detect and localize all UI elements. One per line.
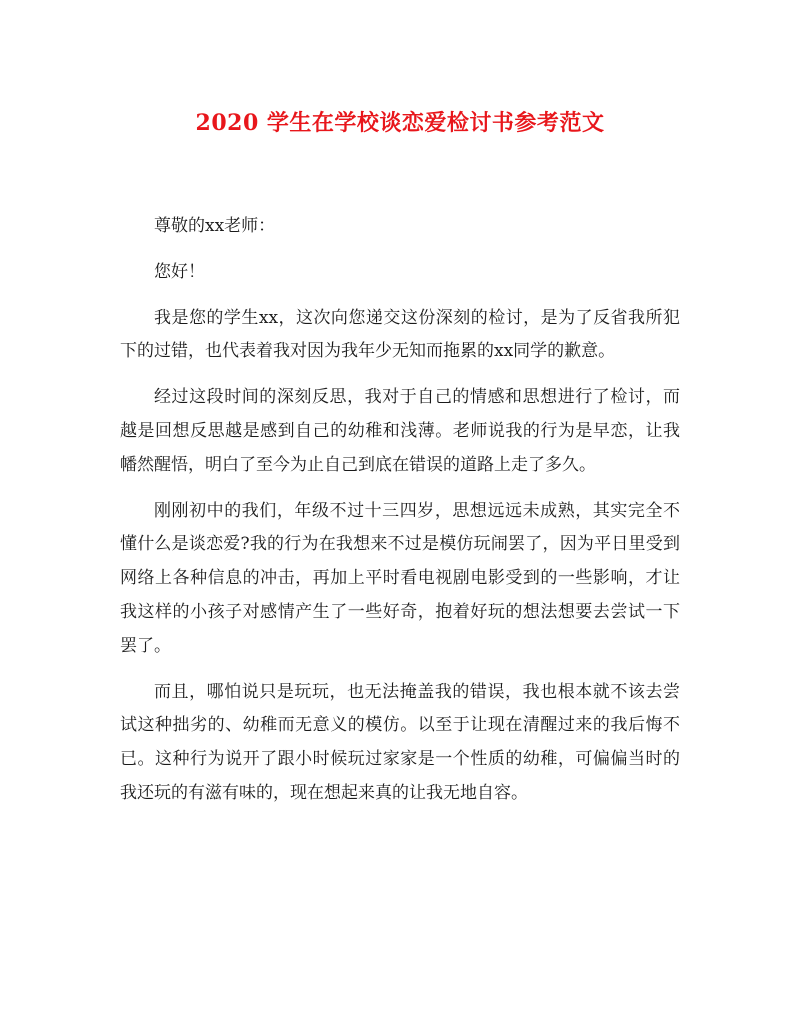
document-body [120,210,680,823]
document-title: 2020 学生在学校谈恋爱检讨书参考范文 [195,110,605,136]
greeting: 您好！ [154,261,205,282]
salutation: 尊敬的xx老师： [154,216,276,236]
paragraph: 我是您的学生xx，这次向您递交这份深刻的检讨，是为了反省我所犯下的过错，也代表着我对因为我年少无知而拖累的xx同学的歉意。 [120,307,680,362]
paragraph: 而且，哪怕说只是玩玩，也无法掩盖我的错误，我也根本就不该去尝试这种拙劣的、幼稚而无意义的模仿。以至于让现在清醒过来的我后悔不已。这种行为说开了跟小时候玩过家家是一个性质的幼稚，可偏偏当时的我还玩的有滋有味的，现在想起来真的让我无地自容。 [120,681,680,803]
paragraph: 经过这段时间的深刻反思，我对于自己的情感和思想进行了检讨，而越是回想反思越是感到自己的幼稚和浅薄。老师说我的行为是早恋，让我幡然醒悟，明白了至今为止自己到底在错误的道路上走了多久。 [120,387,680,475]
paragraph: 刚刚初中的我们，年级不过十三四岁，思想远远未成熟，其实完全不懂什么是谈恋爱?我的行为在我想来不过是模仿玩闹罢了，因为平日里受到网络上各种信息的冲击，再加上平时看电视剧电影受到的一些影响，才让我这样的小孩子对感情产生了一些好奇，抱着好玩的想法想要去尝试一下罢了。 [120,500,680,656]
